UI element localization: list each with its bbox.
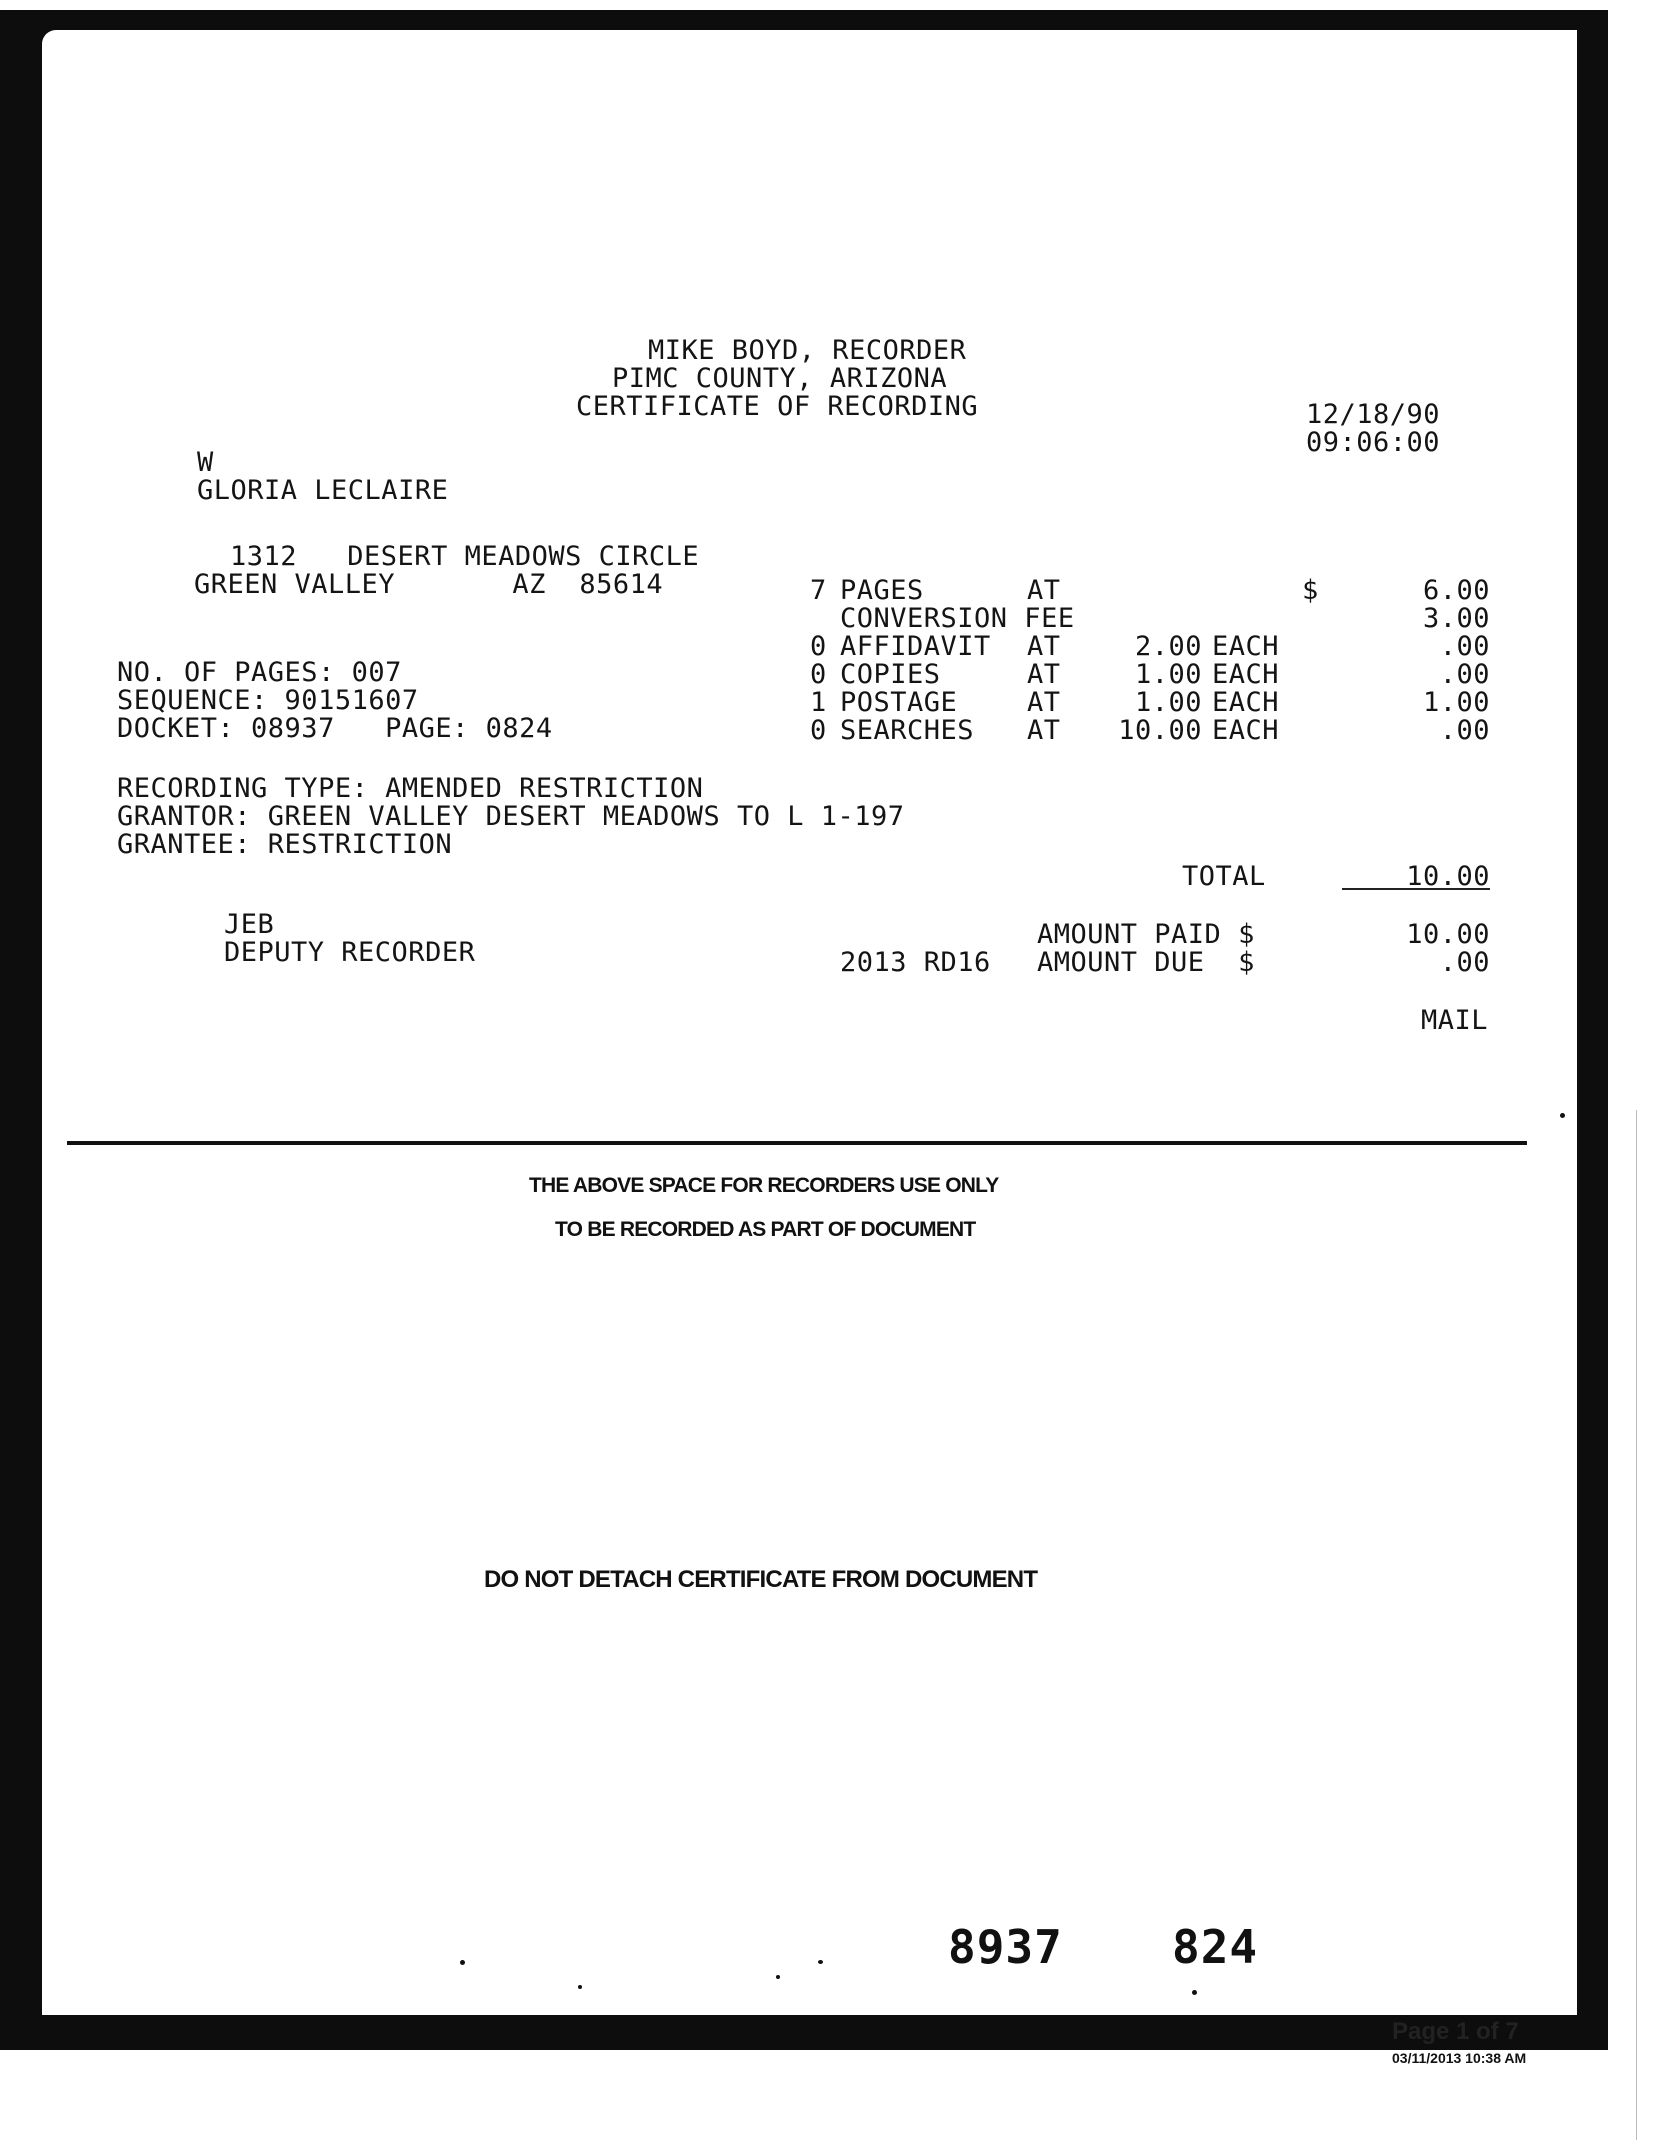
fee-item: COPIES [840, 659, 941, 690]
record-part-notice: TO BE RECORDED AS PART OF DOCUMENT [555, 1218, 976, 1241]
amount-due-label: AMOUNT DUE $ [1037, 947, 1255, 978]
fee-each: EACH [1212, 715, 1280, 746]
scan-speck [776, 1975, 780, 1979]
fee-at: AT [1027, 575, 1061, 606]
scan-speck [818, 1960, 823, 1964]
page-stamp: 824 [1172, 1920, 1259, 1974]
pages-count: NO. OF PAGES: 007 [117, 657, 402, 688]
fee-amount: 6.00 [1422, 575, 1490, 606]
print-timestamp: 03/11/2013 10:38 AM [1392, 2050, 1527, 2066]
fee-item: AFFIDAVIT [840, 631, 991, 662]
addressee-name: GLORIA LECLAIRE [197, 475, 449, 506]
fee-item: POSTAGE [840, 687, 958, 718]
scan-speck [1560, 1113, 1565, 1118]
fee-rate: 1.00 [1134, 659, 1202, 690]
fee-rate: 10.00 [1118, 715, 1202, 746]
fee-item: PAGES [840, 575, 924, 606]
fee-rate: 1.00 [1134, 687, 1202, 718]
currency-sign: $ [1302, 575, 1319, 606]
fee-at: AT [1027, 687, 1061, 718]
fee-qty: 0 [810, 659, 827, 690]
fee-item: CONVERSION FEE [840, 603, 1075, 634]
page-edge-line [1636, 1110, 1637, 2140]
fee-qty: 7 [810, 575, 827, 606]
fee-at: AT [1027, 659, 1061, 690]
addressee-street: 1312 DESERT MEADOWS CIRCLE [230, 541, 700, 572]
fee-at: AT [1027, 715, 1061, 746]
fee-at: AT [1027, 631, 1061, 662]
scan-speck [1192, 1990, 1197, 1995]
fee-qty: 0 [810, 715, 827, 746]
fee-amount: 3.00 [1422, 603, 1490, 634]
fee-each: EACH [1212, 687, 1280, 718]
fee-amount: 1.00 [1422, 687, 1490, 718]
fee-qty: 0 [810, 631, 827, 662]
scan-speck [578, 1985, 582, 1989]
fee-amount: .00 [1439, 715, 1490, 746]
page-indicator: Page 1 of 7 [1392, 2018, 1519, 2045]
amount-paid-label: AMOUNT PAID $ [1037, 919, 1255, 950]
detach-warning: DO NOT DETACH CERTIFICATE FROM DOCUMENT [484, 1566, 1038, 1593]
total-label: TOTAL [1182, 861, 1266, 892]
grantor: GRANTOR: GREEN VALLEY DESERT MEADOWS TO L 1-197 [117, 801, 905, 832]
record-date: 12/18/90 [1306, 399, 1441, 430]
fee-each: EACH [1212, 631, 1280, 662]
fee-qty: 1 [810, 687, 827, 718]
fee-rate: 2.00 [1134, 631, 1202, 662]
fee-amount: .00 [1439, 631, 1490, 662]
fee-each: EACH [1212, 659, 1280, 690]
sequence-number: SEQUENCE: 90151607 [117, 685, 419, 716]
scan-speck [460, 1960, 465, 1965]
certificate-page [42, 30, 1577, 2015]
certificate-title: CERTIFICATE OF RECORDING [576, 391, 979, 422]
addressee-city: GREEN VALLEY AZ 85614 [194, 569, 664, 600]
record-time: 09:06:00 [1306, 427, 1441, 458]
deputy-title: DEPUTY RECORDER [224, 937, 476, 968]
fee-amount: .00 [1439, 659, 1490, 690]
county-name: PIMC COUNTY, ARIZONA [612, 363, 948, 394]
delivery-method: MAIL [1420, 1005, 1488, 1036]
grantee: GRANTEE: RESTRICTION [117, 829, 453, 860]
fee-item: SEARCHES [840, 715, 975, 746]
total-amount: 10.00 [1406, 861, 1490, 892]
amount-paid: 10.00 [1406, 919, 1490, 950]
recorder-section-divider [67, 1141, 1527, 1145]
recorder-use-notice: THE ABOVE SPACE FOR RECORDERS USE ONLY [529, 1174, 999, 1197]
amount-due: .00 [1439, 947, 1490, 978]
deputy-initials: JEB [224, 909, 275, 940]
docket-number: DOCKET: 08937 PAGE: 0824 [117, 713, 553, 744]
recorder-name: MIKE BOYD, RECORDER [648, 335, 967, 366]
recording-type: RECORDING TYPE: AMENDED RESTRICTION [117, 773, 704, 804]
station-code: 2013 RD16 [840, 947, 991, 978]
addressee-code: W [197, 447, 214, 478]
docket-stamp: 8937 [948, 1920, 1063, 1974]
